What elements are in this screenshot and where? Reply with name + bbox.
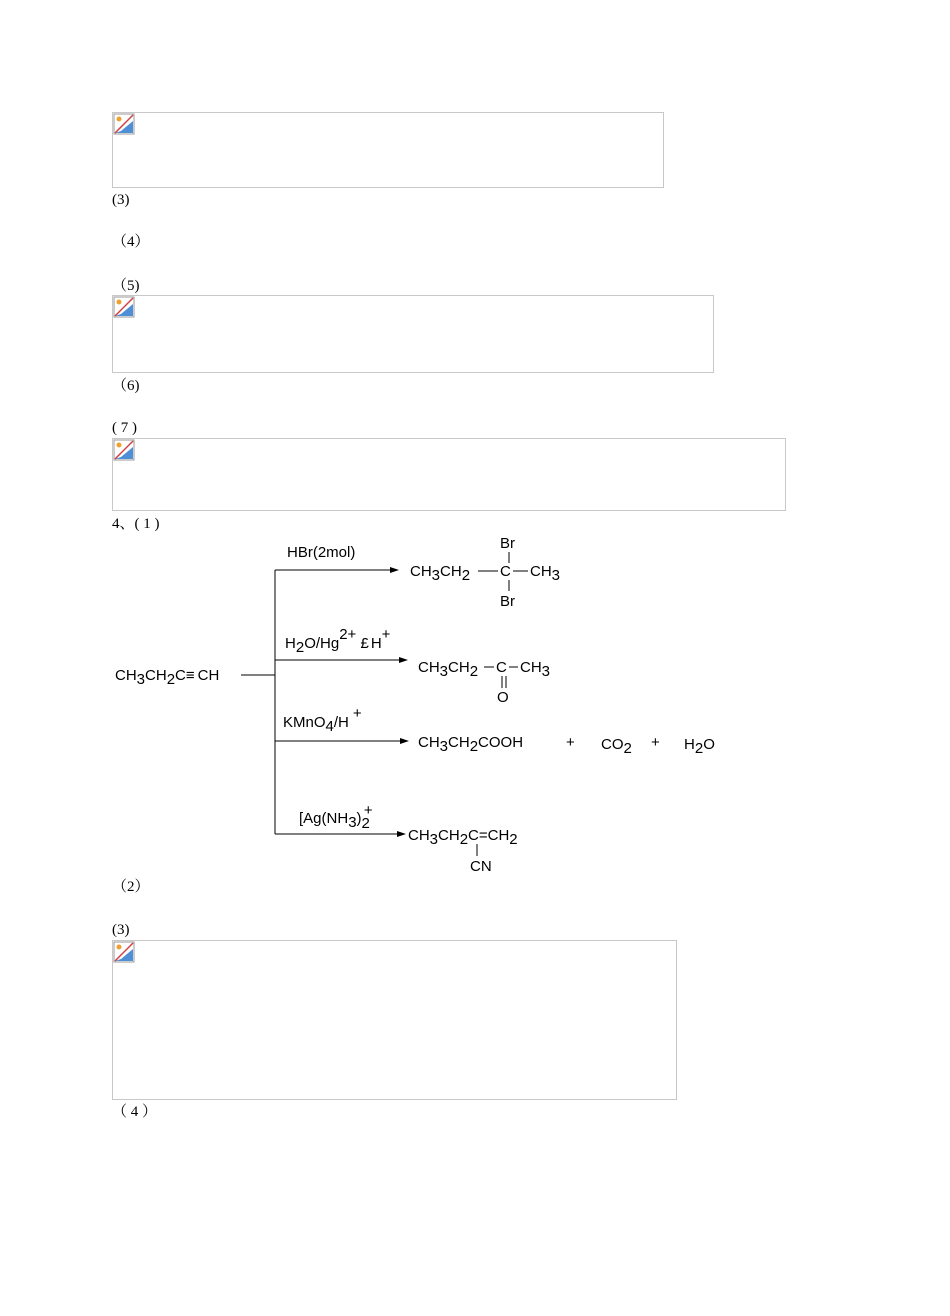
plus-sign-2: + bbox=[651, 734, 660, 751]
label-3: (3) bbox=[112, 192, 130, 208]
broken-image-4 bbox=[112, 940, 677, 1100]
broken-image-2 bbox=[112, 295, 714, 373]
reagent-3: KMnO4/H+ bbox=[283, 705, 362, 735]
product-3-co2: CO2 bbox=[601, 736, 632, 757]
product-3-h2o: H2O bbox=[684, 736, 715, 757]
reagent-2: H2O/Hg2+ £ H+ bbox=[285, 626, 391, 656]
label-q4-2: （2） bbox=[112, 879, 150, 895]
product-4-formula: CH3CH2C=CH2 bbox=[408, 827, 518, 848]
arrow-3-head bbox=[400, 738, 409, 744]
product-3-formula: CH3CH2COOH bbox=[418, 734, 524, 755]
product-1-bottom-br: Br bbox=[500, 593, 515, 610]
reaction-scheme bbox=[100, 528, 740, 878]
arrow-4-head bbox=[397, 831, 406, 837]
product-1-top-br: Br bbox=[500, 535, 515, 552]
broken-image-1 bbox=[112, 112, 664, 188]
label-q4-4: （ 4 ） bbox=[112, 1104, 158, 1120]
broken-image-icon bbox=[113, 296, 135, 318]
label-q4-3: (3) bbox=[112, 922, 130, 938]
plus-sign-1: + bbox=[566, 734, 575, 751]
product-2-center-c: C bbox=[496, 659, 507, 676]
broken-image-icon bbox=[113, 113, 135, 135]
arrow-2-head bbox=[399, 657, 408, 663]
label-q4-1: 4、( 1 ) bbox=[112, 516, 160, 532]
label-6: （6) bbox=[112, 378, 140, 394]
product-4-cn: CN bbox=[470, 858, 492, 875]
product-1-formula: CH3CH2 bbox=[410, 563, 471, 584]
broken-image-3 bbox=[112, 438, 786, 511]
reagent-4: [Ag(NH3)2+ bbox=[299, 802, 373, 832]
arrow-1-head bbox=[390, 567, 399, 573]
broken-image-icon bbox=[113, 439, 135, 461]
product-2-formula: CH3CH2 bbox=[418, 659, 479, 680]
label-7: ( 7 ) bbox=[112, 420, 137, 436]
reactant-formula: CH3CH2C≡ CH bbox=[115, 667, 220, 688]
product-1-center-c: C bbox=[500, 563, 511, 580]
reagent-1: HBr(2mol) bbox=[287, 544, 356, 561]
label-5: （5) bbox=[112, 278, 140, 294]
product-1-ch3: CH3 bbox=[530, 563, 561, 584]
label-4: （4） bbox=[112, 234, 150, 250]
broken-image-icon bbox=[113, 941, 135, 963]
product-2-oxygen: O bbox=[497, 689, 509, 706]
product-2-ch3: CH3 bbox=[520, 659, 551, 680]
